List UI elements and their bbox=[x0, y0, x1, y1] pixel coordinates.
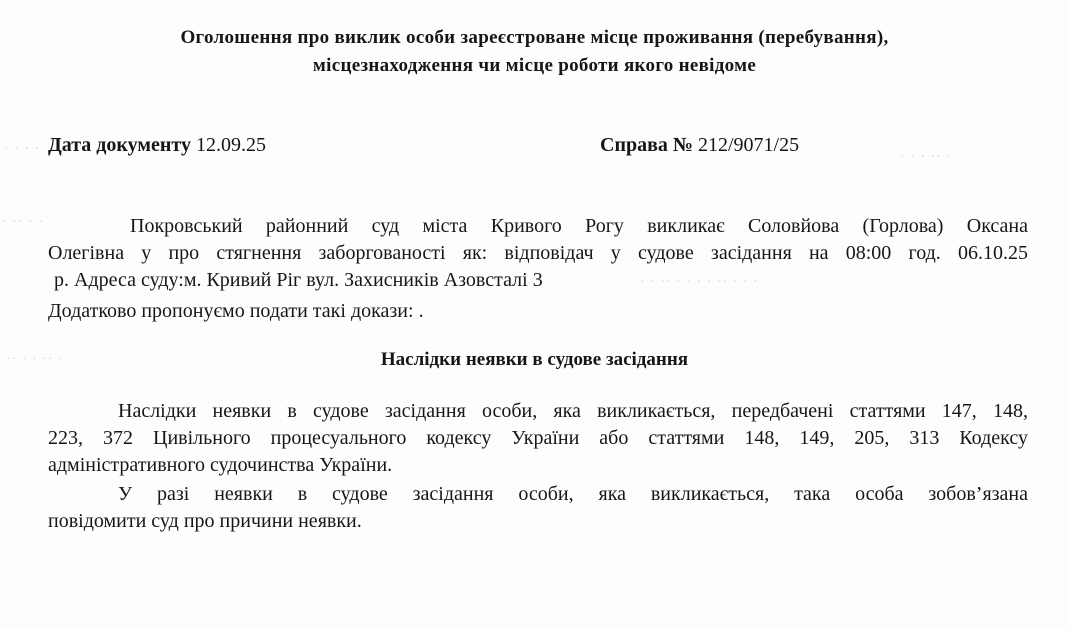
scan-noise: · ·· · · bbox=[2, 215, 44, 230]
case-number-value: 212/9071/25 bbox=[698, 134, 800, 156]
case-number bbox=[600, 131, 799, 159]
scan-noise: · · · ·· · bbox=[900, 150, 952, 165]
summons-line-2: Олегівна у про стягнення заборгованості як: відповідач у судове засідання на 08:00 год. 06.10.25 bbox=[48, 242, 1028, 264]
evidence-text: Додатково пропонуємо подати такі докази: . bbox=[48, 300, 424, 322]
consequences-heading: Наслідки неявки в судове засідання bbox=[380, 349, 689, 370]
consequences-p2-line-1: У разі неявки в судове засідання особи, яка викликається, така особа зобов’язана bbox=[118, 483, 1028, 505]
consequences-paragraph-1 bbox=[48, 398, 1028, 479]
summons-line-3: р. Адреса суду:м. Кривий Ріг вул. Захисників Азовсталі 3 bbox=[54, 269, 543, 291]
consequences-p1-line-2: 223, 372 Цивільного процесуального кодексу України або статтями 148, 149, 205, 313 Кодексу bbox=[48, 427, 1028, 449]
document-date-label: Дата документу bbox=[48, 134, 191, 156]
document-date bbox=[48, 131, 266, 159]
document-date-value: 12.09.25 bbox=[196, 134, 266, 156]
scan-noise: ·· · · ·· · bbox=[6, 352, 64, 367]
summons-line-1: Покровський районний суд міста Кривого Рогу викликає Соловйова (Горлова) Оксана bbox=[130, 215, 1028, 237]
scan-noise: · · ·· · · · · ·· · · · bbox=[640, 275, 759, 290]
case-number-label: Справа № bbox=[600, 134, 693, 156]
summons-paragraph bbox=[48, 213, 1028, 294]
consequences-p1-line-3: адміністративного судочинства України. bbox=[48, 454, 393, 476]
document-title-line-2: місцезнаходження чи місце роботи якого невідоме bbox=[312, 55, 757, 76]
consequences-paragraph-2 bbox=[48, 481, 1028, 535]
scan-noise: · · · · bbox=[4, 142, 41, 157]
consequences-p2-line-2: повідомити суд про причини неявки. bbox=[48, 510, 362, 532]
consequences-p1-line-1: Наслідки неявки в судове засідання особи, яка викликається, передбачені статтями 147, 148, bbox=[118, 400, 1028, 422]
document-title-line-1: Оголошення про виклик особи зареєстроване місце проживання (перебування), bbox=[180, 27, 889, 48]
evidence-paragraph bbox=[48, 298, 1028, 325]
